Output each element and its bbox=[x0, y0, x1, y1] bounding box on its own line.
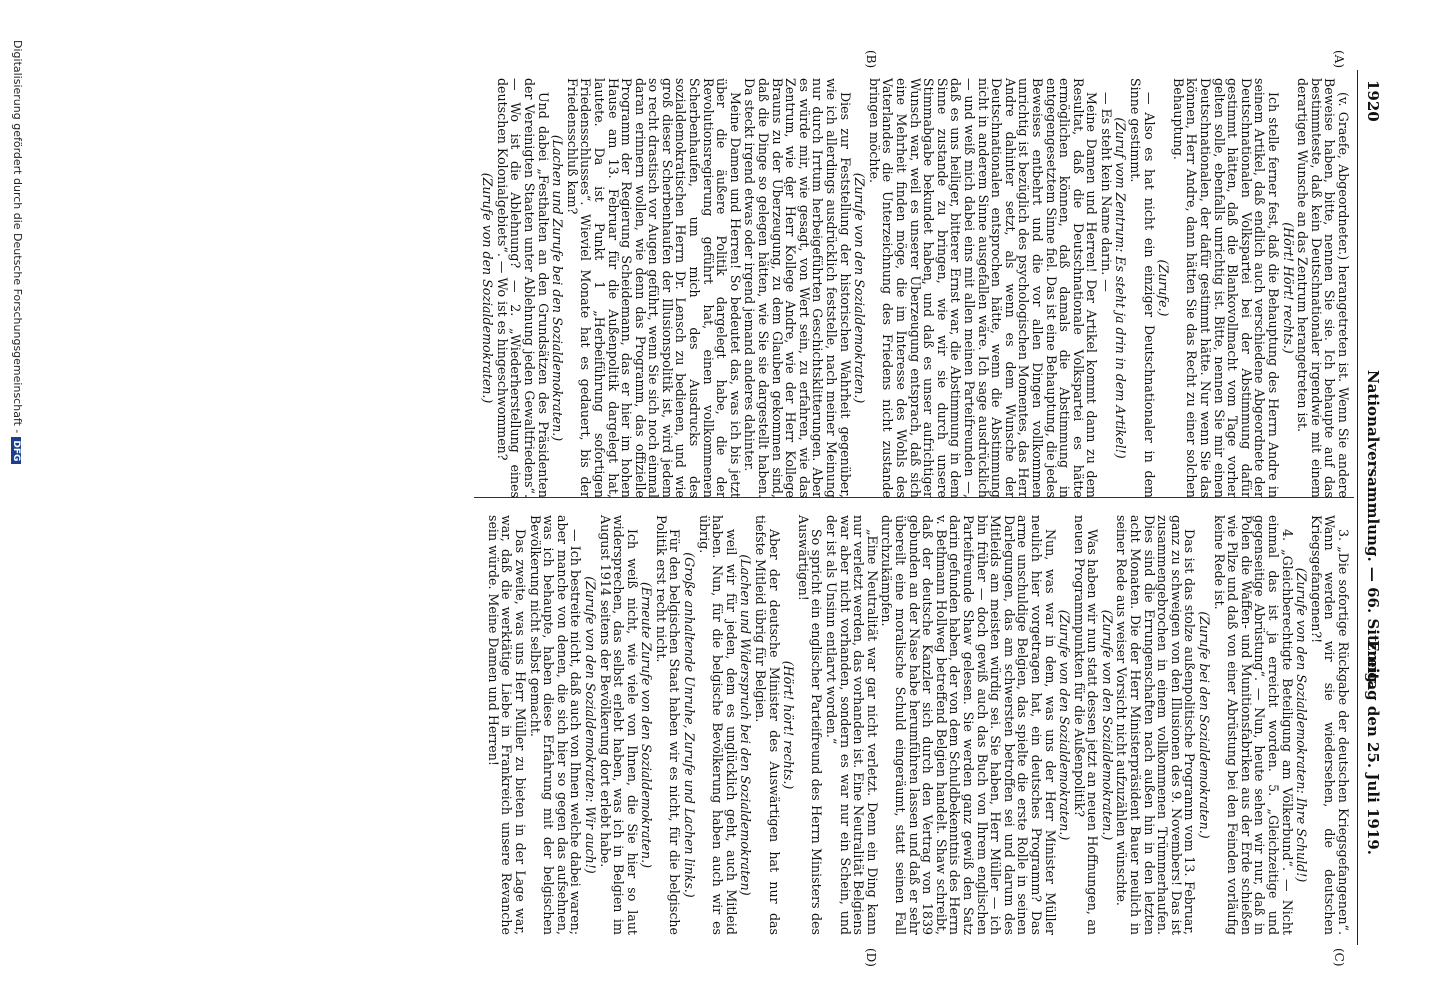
right-column bbox=[485, 515, 1350, 935]
paragraph: Für den belgischen Staat haben wir es nicht, für die belgische Politik erst recht nicht. bbox=[653, 515, 683, 935]
credit-text: Digitalisierung gefördert durch die Deutsche Forschungsgemeinschaft - bbox=[11, 40, 24, 434]
column-divider bbox=[474, 497, 1354, 498]
margin-marker-b: (B) bbox=[864, 50, 878, 69]
interjection: (Zurufe von den Sozialdemokraten: Ihre Schuld!) bbox=[1294, 567, 1310, 883]
paragraph: Ich stelle ferner fest, daß die Behauptung des Herrn Andre in seinem Artikel, daß endlich auch verschiedene Abgeordnete der Deutschnationalen Volkspartei bei der Abstimmung dafür gestimmt hätten, daß die Blankovollmacht vom Tage vorher gelten solle, ebenfalls unrichtig ist. Bitte, nennen Sie mir einen Deutschnationalen, der dafür gestimmt hätte. Nur wenn Sie das können, Herr Andre, dann hätten Sie das Recht zu einer solchen Behauptung. bbox=[1170, 78, 1282, 498]
margin-marker-c: (C) bbox=[1332, 948, 1346, 967]
paragraph: Das ist das stolze außenpolitische Programm vom 13. Februar, ganz zu schweigen von den Illusionen des 9. Novembers! Das ist zusammengebrochen in einem vollkommenen Trümmerhaufen. Dies sind die Errungenschaften nach außen hin in den letzten acht Monaten. Die der Herr Ministerpräsident Bauer neulich in seiner Rede aus weiser Vorsicht nicht aufzuzählen wünschte. bbox=[1114, 515, 1198, 935]
paragraph: Was haben wir nun statt dessen jetzt an neuen Hoffnungen, an neuen Programmpunkten für die Außenpolitik? bbox=[1071, 515, 1101, 935]
interjection: (Zurufe von den Sozialdemokraten: Wir auch!) bbox=[582, 576, 598, 874]
paragraph: — Ich bestreite nicht, daß auch von Ihnen welche dabei waren; aber manche von denen, die sich hier so gegen das aufsehnen, was ich behaupte, haben diese Erfahrung mit der belgischen Bevölkerung nicht selbst gemacht. bbox=[527, 515, 584, 935]
paragraph: weil wir für jeden, dem es unglücklich geht, auch Mitleid haben. Nun, für die belgische Bevölkerung haben auch wir es übrig. bbox=[696, 515, 739, 935]
paragraph: Aber der deutsche Minister des Auswärtigen hat nur das tiefste Mitleid übrig für Belgien. bbox=[753, 515, 782, 935]
digitization-credit bbox=[11, 40, 24, 464]
quotation: „Eine Neutralität war gar nicht verletzt. Denn ein Ding kann nur verletzt werden, das vorhanden ist. Eine Neutralität Belgiens war aber nicht vorhanden, sondern es war nur ein Schein, und der ist als Unsinn entlarvt worden.“ bbox=[824, 515, 880, 935]
interjection: (Erneute Zurufe von den Sozialdemokraten.) bbox=[639, 581, 655, 869]
interjection: (Zurufe von den Sozialdemokraten.) bbox=[852, 172, 868, 404]
paragraph: (v. Graefe, Abgeordneter.) herangetreten ist. Wenn Sie andere Beweise haben, bitte, nennen Sie sie. Ich behaupte auf das bestimmteste, daß kein Deutschnationaler irgendwie mit einem derartigen Wunsche an das Zentrum herangetreten ist. bbox=[1295, 78, 1351, 498]
paragraph: Das zweite, was uns Herr Müller zu bieten in der Lage war, war, daß die werktätige Liebe in Frankreich unsere Revanche sein würde. Meine Damen und Herren! bbox=[485, 515, 528, 935]
paragraph: — Es steht kein Name darin. — bbox=[1098, 92, 1114, 292]
interjection: (Große anhaltende Unruhe, Zurufe und Lachen links.) bbox=[682, 552, 698, 898]
margin-marker-d: (D) bbox=[864, 948, 878, 967]
paragraph: So spricht ein englischer Parteifreund des Herrn Ministers des Auswärtigen! bbox=[795, 515, 825, 935]
paragraph: Und dabei „Festhalten an den Grundsätzen des Präsidenten der Vereinigten Staaten unter Ablehnung jeden Gewaltfriedens“. — Wo ist die Ablehnung? — 2. „Wiederherstellung eines deutschen Kolonialgebiets“. — Wo ist es hingeschwommen? bbox=[494, 78, 551, 498]
paragraph: Ich weiß nicht, wie viele von Ihnen, die Sie hier so laut widersprechen, das selbst erlebt haben, was ich in Belgien im August 1914 seitens der Bevölkerung dort erlebt habe. bbox=[597, 515, 640, 935]
left-column bbox=[480, 78, 1350, 498]
interjection: (Lachen und Zurufe bei den Sozialdemokraten.) bbox=[550, 134, 566, 442]
paragraph: Meine Damen und Herren! Der Artikel kommt dann zu dem Resultat, daß die Deutschnationale Volkspartei es hätte ermöglichen können, daß damals die Abstimmung in entgegengesetztem Sinne fiel. Das ist eine Behauptung, die jedes Beweises entbehrt und die vor allen Dingen vollkommen unrichtig ist bezüglich des psychologischen Momentes, das Herr Andre dahinter setzt, als wenn es dem Wunsche der Deutschnationalen entsprochen hätte, wenn die Abstimmung nicht in anderem Sinne ausgefallen wäre. Ich sage ausdrücklich — und weiß mich dabei eins mit allen meinen Parteifreunden —, daß es uns heiliger, bitterer Ernst war, die Abstimmung in dem Sinne zustande zu bringen, wie wir sie durch unsere Stimmabgabe bekundet haben, und daß es unser aufrichtiger Wunsch war, weil es unserer Überzeugung entsprach, daß sich eine Mehrheit finden möge, die im Interesse des Wohls des Vaterlandes die Unterzeichnung des Friedens nicht zustande bringen möchte. bbox=[866, 78, 1100, 498]
margin-marker-a: (A) bbox=[1332, 50, 1346, 69]
session-date: Freitag den 25. Juli 1919. bbox=[1364, 640, 1382, 855]
paragraph: Dies zur Feststellung der historischen Wahrheit gegenüber, wie ich allerdings ausdrücklich feststelle, nach meiner Meinung nur durch Irrtum herbeigeführten Geschichtsklitterungen. Aber es würde mir, wie gesagt, von Wert sein, zu erfahren, wie das Zentrum, wie der Herr Kollege Andre, wie der Herr Kollege Brauns zu der Überzeugung, zu dem Glauben gekommen sind, daß die Dinge so gelegen hätten, wie Sie sie dargestellt haben. Da steckt irgend etwas oder irgend jemand anderes dahinter. bbox=[742, 78, 853, 498]
interjection: (Zurufe bei den Sozialdemokraten.) bbox=[1197, 611, 1213, 839]
interjection: (Zuruf vom Zentrum: Es steht ja drin in dem Artikel!) bbox=[1113, 117, 1129, 459]
dfg-logo: DFG bbox=[11, 437, 21, 464]
page-header bbox=[1360, 80, 1382, 940]
paragraph: Meine Damen und Herren! So bedeutet das, was ich bis jetzt über die äußere Politik dargelegt habe, die der Revolutionsregierung geführt hat, einen vollkommenen Scherbenhaufen, um mich des Ausdrucks des sozialdemokratischen Herrn Dr. Lensch zu bedienen, und wie groß dieser Scherbenhaufen der Illusionspolitik ist, wird jedem so recht drastisch vor Augen geführt, wenn Sie sich noch einmal daran erinnern wollen, wie denn das Programm, das offizielle Programm der Regierung Scheidemann, das er hier im hohen Hause am 13. Februar für die Außenpolitik dargelegt hat, lautete. Da ist Punkt 1 „Herbeiführung sofortigen Friedensschlusses“. Wieviel Monate hat es gedauert, bis der Friedensschluß kam? bbox=[564, 78, 743, 498]
paragraph: Nun, was war in dem, was uns der Herr Minister Müller neulich hier vorgetragen hat, ein deutsches Programm? Das arme unschuldige Belgien, das spielte die erste Rolle in seinen Darlegungen, das am schwersten betroffen sei und darum des Mitleids am meisten würdig sei. Sie haben, Herr Müller — ich bin früher — doch gewiß auch das Buch von Ihrem englischen Parteifreunde Shaw gelesen. Sie werden ganz gewiß den Satz darin gefunden haben, der von dem Schuldbekenntnis des Herrn v. Bethmann Hollweg betreffend Belgien handelt. Shaw schreibt, daß der deutsche Kanzler sich durch den Vertrag von 1839 gebunden an der Nase habe herumführen lassen und daß er sehr übereilt eine moralische Schuld eingeräumt, statt seinen Fall durchzukämpfen. bbox=[879, 515, 1058, 935]
page-number: 1920 bbox=[1364, 80, 1382, 122]
interjection: (Zurufe von den Sozialdemokraten.) bbox=[480, 172, 496, 404]
paragraph: — Also es hat nicht ein einziger Deutschnationaler in dem Sinne gestimmt. bbox=[1128, 78, 1157, 498]
interjection: (Zurufe von den Sozialdemokraten.) bbox=[1099, 609, 1115, 841]
page-title: Nationalversammlung. — 66. Sitzung. bbox=[1364, 370, 1382, 688]
interjection: (Lachen und Widerspruch bei den Sozialdemokraten) bbox=[738, 554, 754, 896]
interjection: (Zurufe.) bbox=[1156, 259, 1172, 317]
paragraph: 4. „Gleichberechtigte Beteiligung am Völkerbund“. — Nicht einmal das ist ja erreicht worden. 5. „Gleichzeitige und gegenseitige Abrüstung“. — Nun, heute sehen wir nur, daß in Polen die Waffen- und Munitionsfabriken aus der Erde schießen wie Pilze und daß von einer Abrüstung bei den Feinden vorläufig keine Rede ist. bbox=[1211, 515, 1295, 935]
interjection: (Zurufe von den Sozialdemokraten.) bbox=[1057, 609, 1073, 841]
interjection: (Hört! Hört! rechts.) bbox=[1280, 222, 1296, 354]
header-rule bbox=[1357, 70, 1358, 945]
paragraph: 3. „Die sofortige Rückgabe der deutschen Kriegsgefangenen“. Wann werden wir sie wiedersehen, die deutschen Kriegsgefangenen?! bbox=[1308, 515, 1351, 935]
interjection: (Hört! hört! rechts.) bbox=[781, 660, 797, 790]
